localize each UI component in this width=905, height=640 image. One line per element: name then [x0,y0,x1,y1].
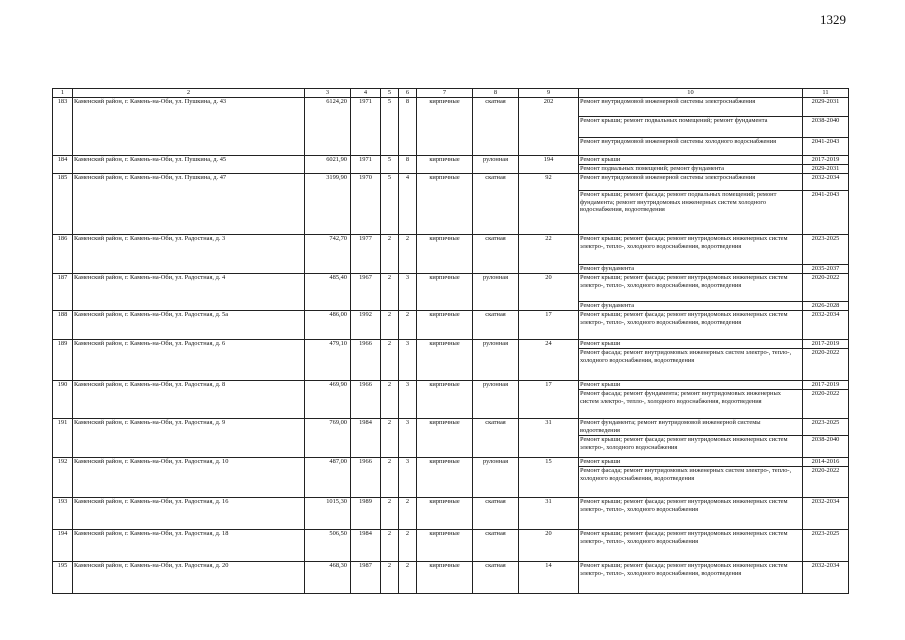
floors-cell: 5 [381,156,399,174]
year-cell: 1966 [351,381,381,419]
roof-type-cell: скатная [473,98,519,156]
period-cell: 2017-2019 [803,340,849,349]
period-cell: 2038-2040 [803,117,849,138]
period-cell: 2017-2019 [803,156,849,165]
year-cell: 1987 [351,562,381,594]
address-cell: Каменский район, г. Камень-на-Оби, ул. Радостная, д. 9 [73,419,305,458]
table-row [53,562,849,594]
period-cell: 2038-2040 [803,436,849,458]
row-number: 195 [53,562,73,594]
table-row [53,235,849,265]
period-cell: 2017-2019 [803,381,849,390]
residents-cell: 14 [519,562,579,594]
wall-material-cell: кирпичные [417,235,473,274]
work-description-cell: Ремонт фасада; ремонт внутридомовых инженерных систем электро-, тепло-, холодного водоснабжения, водоотведения [579,349,803,381]
row-number: 190 [53,381,73,419]
work-description-cell: Ремонт крыши; ремонт фасада; ремонт внутридомовых инженерных систем электро-, тепло-, холодного водоснабжения, водоотведения [579,562,803,594]
row-number: 188 [53,311,73,340]
floors-cell: 2 [381,419,399,458]
wall-material-cell: кирпичные [417,274,473,311]
wall-material-cell: кирпичные [417,311,473,340]
address-cell: Каменский район, г. Камень-на-Оби, ул. Радостная, д. 4 [73,274,305,311]
row-number: 191 [53,419,73,458]
roof-type-cell: скатная [473,174,519,235]
col-header: 6 [399,89,417,98]
entrances-cell: 2 [399,311,417,340]
entrances-cell: 3 [399,340,417,381]
period-cell: 2032-2034 [803,498,849,530]
period-cell: 2023-2025 [803,235,849,265]
wall-material-cell: кирпичные [417,381,473,419]
area-cell: 485,40 [305,274,351,311]
roof-type-cell: скатная [473,235,519,274]
wall-material-cell: кирпичные [417,562,473,594]
work-description-cell: Ремонт крыши [579,381,803,390]
period-cell: 2020-2022 [803,349,849,381]
wall-material-cell: кирпичные [417,419,473,458]
roof-type-cell: скатная [473,419,519,458]
residents-cell: 22 [519,235,579,274]
roof-type-cell: рулонная [473,274,519,311]
roof-type-cell: рулонная [473,458,519,498]
roof-type-cell: рулонная [473,156,519,174]
work-description-cell: Ремонт фасада; ремонт внутридомовых инженерных систем электро-, тепло-, холодного водоснабжения, водоотведения [579,467,803,498]
address-cell: Каменский район, г. Камень-на-Оби, ул. Радостная, д. 8 [73,381,305,419]
area-cell: 6124,20 [305,98,351,156]
address-cell: Каменский район, г. Камень-на-Оби, ул. Пушкина, д. 47 [73,174,305,235]
table-body [53,98,849,594]
wall-material-cell: кирпичные [417,174,473,235]
wall-material-cell: кирпичные [417,458,473,498]
table-row [53,498,849,530]
work-description-cell: Ремонт фундамента [579,265,803,274]
row-number: 186 [53,235,73,274]
residents-cell: 24 [519,340,579,381]
row-number: 187 [53,274,73,311]
wall-material-cell: кирпичные [417,530,473,562]
period-cell: 2032-2034 [803,174,849,191]
area-cell: 6021,90 [305,156,351,174]
period-cell: 2041-2043 [803,191,849,235]
period-cell: 2023-2025 [803,419,849,436]
entrances-cell: 3 [399,458,417,498]
floors-cell: 2 [381,381,399,419]
table-row [53,98,849,117]
period-cell: 2032-2034 [803,562,849,594]
work-description-cell: Ремонт крыши; ремонт фасада; ремонт внутридомовых инженерных систем электро-, тепло-, холодного водоснабжения [579,498,803,530]
entrances-cell: 8 [399,98,417,156]
area-cell: 486,00 [305,311,351,340]
period-cell: 2035-2037 [803,265,849,274]
area-cell: 1015,30 [305,498,351,530]
column-number-row [53,89,849,98]
residents-cell: 17 [519,311,579,340]
floors-cell: 5 [381,98,399,156]
work-description-cell: Ремонт подвальных помещений; ремонт фундамента [579,165,803,174]
floors-cell: 5 [381,174,399,235]
entrances-cell: 2 [399,235,417,274]
col-header: 4 [351,89,381,98]
work-description-cell: Ремонт крыши; ремонт фасада; ремонт внутридомовых инженерных систем электро-, тепло-, холодного водоснабжения, водоотведения [579,311,803,340]
table-row [53,340,849,349]
col-header: 8 [473,89,519,98]
period-cell: 2020-2022 [803,467,849,498]
col-header: 11 [803,89,849,98]
period-cell: 2032-2034 [803,311,849,340]
row-number: 193 [53,498,73,530]
work-description-cell: Ремонт крыши; ремонт фасада; ремонт внутридомовых инженерных систем электро-, холодного водоснабжения [579,436,803,458]
col-header: 10 [579,89,803,98]
wall-material-cell: кирпичные [417,498,473,530]
address-cell: Каменский район, г. Камень-на-Оби, ул. Пушкина, д. 43 [73,98,305,156]
work-description-cell: Ремонт крыши; ремонт фасада; ремонт внутридомовых инженерных систем электро-, тепло-, холодного водоснабжения, водоотведения [579,235,803,265]
residents-cell: 17 [519,381,579,419]
year-cell: 1966 [351,340,381,381]
roof-type-cell: скатная [473,498,519,530]
row-number: 189 [53,340,73,381]
col-header: 9 [519,89,579,98]
floors-cell: 2 [381,530,399,562]
entrances-cell: 2 [399,498,417,530]
residents-cell: 31 [519,419,579,458]
work-description-cell: Ремонт крыши [579,458,803,467]
work-description-cell: Ремонт крыши [579,340,803,349]
residents-cell: 194 [519,156,579,174]
address-cell: Каменский район, г. Камень-на-Оби, ул. Радостная, д. 16 [73,498,305,530]
roof-type-cell: рулонная [473,381,519,419]
table-row [53,530,849,562]
period-cell: 2041-2043 [803,138,849,156]
year-cell: 1971 [351,156,381,174]
page-number: 1329 [820,12,846,27]
address-cell: Каменский район, г. Камень-на-Оби, ул. Радостная, д. 20 [73,562,305,594]
work-description-cell: Ремонт фундамента [579,302,803,311]
year-cell: 1970 [351,174,381,235]
repair-program-table [52,88,849,594]
table-row [53,458,849,467]
col-header: 3 [305,89,351,98]
year-cell: 1984 [351,530,381,562]
year-cell: 1971 [351,98,381,156]
wall-material-cell: кирпичные [417,156,473,174]
row-number: 192 [53,458,73,498]
entrances-cell: 3 [399,419,417,458]
wall-material-cell: кирпичные [417,98,473,156]
period-cell: 2029-2031 [803,165,849,174]
address-cell: Каменский район, г. Камень-на-Оби, ул. Пушкина, д. 45 [73,156,305,174]
year-cell: 1967 [351,274,381,311]
year-cell: 1989 [351,498,381,530]
roof-type-cell: скатная [473,530,519,562]
entrances-cell: 8 [399,156,417,174]
entrances-cell: 3 [399,381,417,419]
year-cell: 1984 [351,419,381,458]
area-cell: 469,90 [305,381,351,419]
area-cell: 3199,90 [305,174,351,235]
entrances-cell: 3 [399,274,417,311]
table-row [53,174,849,191]
period-cell: 2023-2025 [803,530,849,562]
floors-cell: 2 [381,274,399,311]
year-cell: 1977 [351,235,381,274]
period-cell: 2026-2028 [803,302,849,311]
work-description-cell: Ремонт фундамента; ремонт внутридомовой инженерной системы водоотведения [579,419,803,436]
entrances-cell: 2 [399,530,417,562]
col-header: 7 [417,89,473,98]
period-cell: 2029-2031 [803,98,849,117]
year-cell: 1966 [351,458,381,498]
col-header: 1 [53,89,73,98]
roof-type-cell: рулонная [473,340,519,381]
table-row [53,381,849,390]
roof-type-cell: скатная [473,311,519,340]
floors-cell: 2 [381,562,399,594]
address-cell: Каменский район, г. Камень-на-Оби, ул. Радостная, д. 5а [73,311,305,340]
residents-cell: 202 [519,98,579,156]
address-cell: Каменский район, г. Камень-на-Оби, ул. Радостная, д. 10 [73,458,305,498]
col-header: 2 [73,89,305,98]
work-description-cell: Ремонт внутридомовой инженерной системы электроснабжения [579,98,803,117]
work-description-cell: Ремонт внутридомовой инженерной системы холодного водоснабжения [579,138,803,156]
table-row [53,274,849,302]
floors-cell: 2 [381,498,399,530]
wall-material-cell: кирпичные [417,340,473,381]
area-cell: 769,00 [305,419,351,458]
work-description-cell: Ремонт крыши [579,156,803,165]
period-cell: 2020-2022 [803,274,849,302]
roof-type-cell: скатная [473,562,519,594]
floors-cell: 2 [381,311,399,340]
row-number: 183 [53,98,73,156]
year-cell: 1992 [351,311,381,340]
table-row [53,419,849,436]
residents-cell: 92 [519,174,579,235]
entrances-cell: 4 [399,174,417,235]
work-description-cell: Ремонт крыши; ремонт фасада; ремонт внутридомовых инженерных систем электро-, тепло-, холодного водоснабжения, водоотведения [579,274,803,302]
address-cell: Каменский район, г. Камень-на-Оби, ул. Радостная, д. 6 [73,340,305,381]
floors-cell: 2 [381,340,399,381]
residents-cell: 15 [519,458,579,498]
work-description-cell: Ремонт внутридомовой инженерной системы электроснабжения [579,174,803,191]
row-number: 185 [53,174,73,235]
area-cell: 742,70 [305,235,351,274]
table-row [53,311,849,340]
residents-cell: 20 [519,274,579,311]
col-header: 5 [381,89,399,98]
area-cell: 506,50 [305,530,351,562]
area-cell: 487,00 [305,458,351,498]
work-description-cell: Ремонт крыши; ремонт подвальных помещений; ремонт фундамента [579,117,803,138]
period-cell: 2020-2022 [803,390,849,419]
address-cell: Каменский район, г. Камень-на-Оби, ул. Радостная, д. 3 [73,235,305,274]
work-description-cell: Ремонт фасада; ремонт фундамента; ремонт внутридомовых инженерных систем электро-, тепло-, холодного водоснабжения, водоотведения [579,390,803,419]
area-cell: 479,10 [305,340,351,381]
row-number: 194 [53,530,73,562]
table-row [53,156,849,165]
floors-cell: 2 [381,458,399,498]
address-cell: Каменский район, г. Камень-на-Оби, ул. Радостная, д. 18 [73,530,305,562]
period-cell: 2014-2016 [803,458,849,467]
work-description-cell: Ремонт крыши; ремонт фасада; ремонт подвальных помещений; ремонт фундамента; ремонт внутридомовых инженерных систем холодного водоснабжения, водоотведения [579,191,803,235]
row-number: 184 [53,156,73,174]
residents-cell: 20 [519,530,579,562]
floors-cell: 2 [381,235,399,274]
entrances-cell: 2 [399,562,417,594]
area-cell: 468,30 [305,562,351,594]
work-description-cell: Ремонт крыши; ремонт фасада; ремонт внутридомовых инженерных систем электро-, тепло-, холодного водоснабжения [579,530,803,562]
residents-cell: 31 [519,498,579,530]
